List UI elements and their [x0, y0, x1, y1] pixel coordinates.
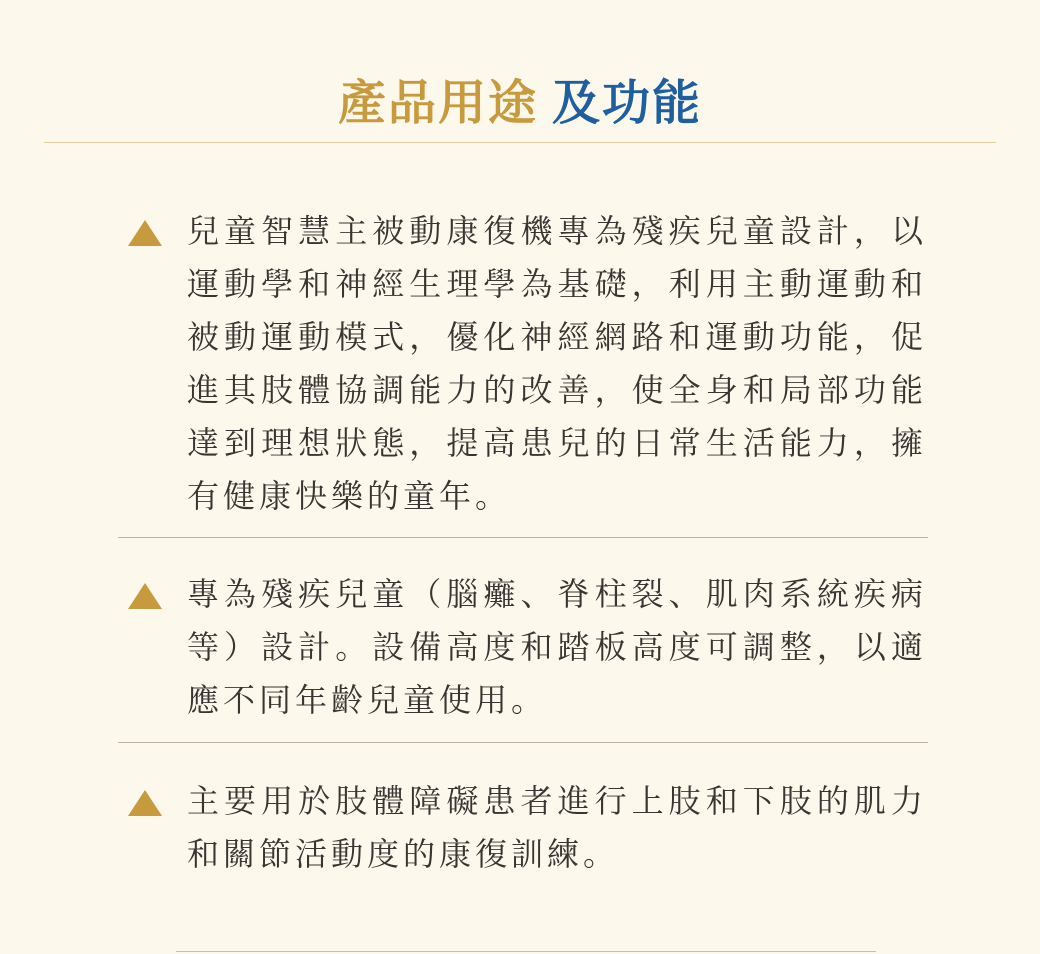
triangle-up-icon — [128, 583, 162, 609]
bottom-divider — [176, 951, 876, 952]
feature-text: 專為殘疾兒童（腦癱、脊柱裂、肌肉系統疾病等）設計。設備高度和踏板高度可調整，以適應不同年齡兒童使用。 — [187, 575, 927, 719]
section-divider — [118, 537, 928, 538]
feature-item — [128, 775, 928, 875]
section-divider — [118, 742, 928, 743]
title-blue-part: 及功能 — [552, 75, 703, 131]
triangle-up-icon — [128, 790, 162, 816]
title-gold-part: 產品用途 — [337, 75, 538, 131]
page-title — [0, 68, 1040, 138]
triangle-up-icon — [128, 220, 162, 246]
feature-text: 主要用於肢體障礙患者進行上肢和下肢的肌力和關節活動度的康復訓練。 — [187, 782, 927, 873]
feature-item — [128, 205, 928, 525]
feature-text: 兒童智慧主被動康復機專為殘疾兒童設計，以運動學和神經生理學為基礎，利用主動運動和被動運動模式，優化神經網路和運動功能，促進其肢體協調能力的改善，使全身和局部功能達到理想狀態，提高患兒的日常生活能力，擁有健康快樂的童年。 — [187, 212, 927, 515]
feature-item — [128, 568, 928, 718]
title-divider — [44, 142, 996, 143]
